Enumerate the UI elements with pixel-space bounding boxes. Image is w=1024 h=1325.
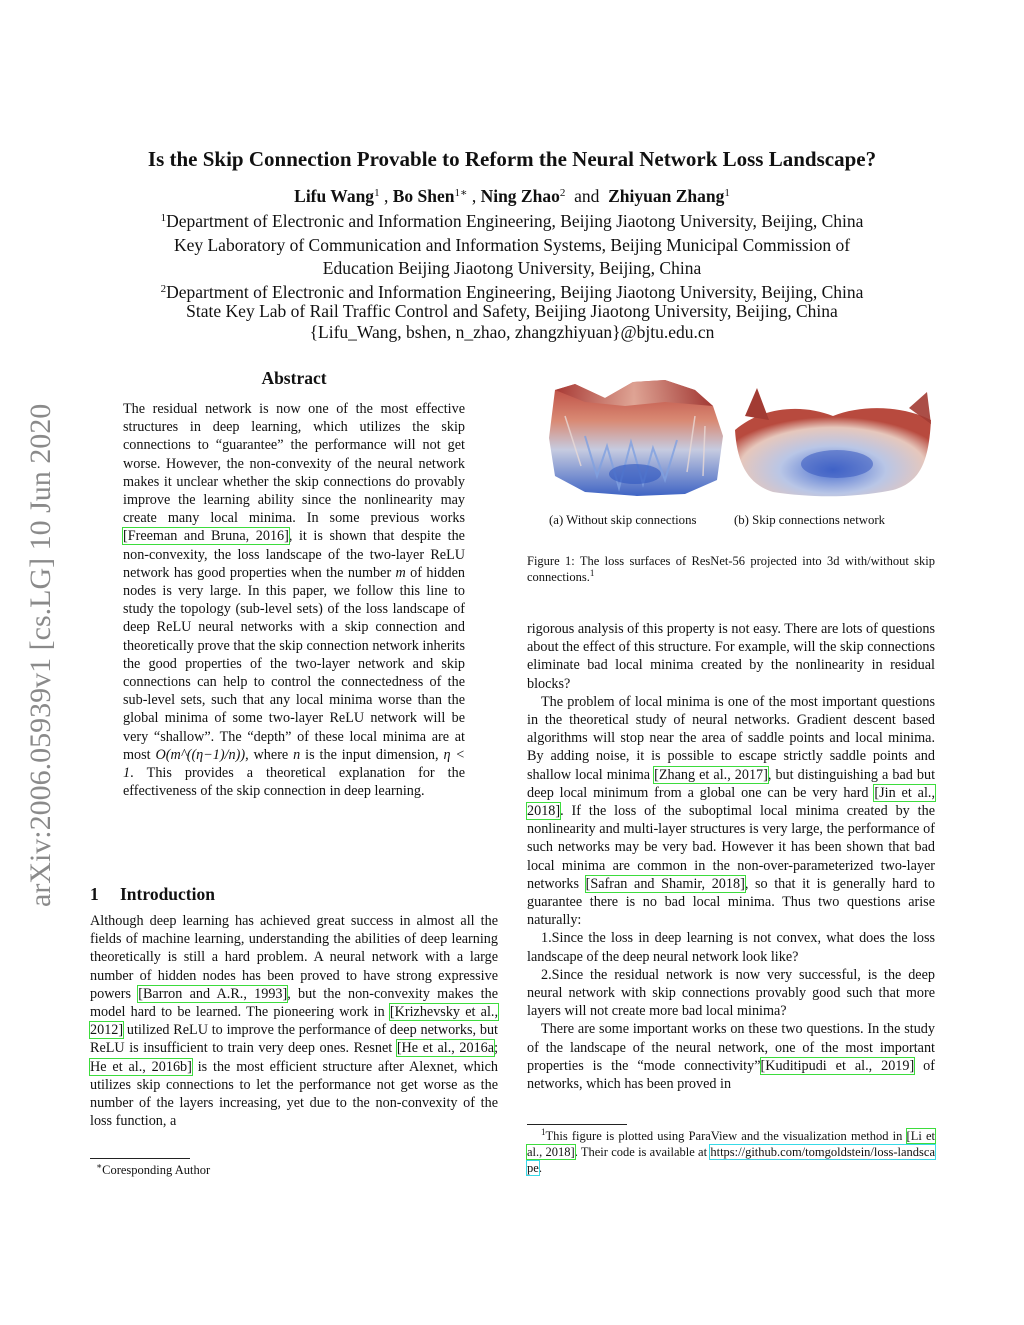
math-formula: O(m^((η−1)/n)) bbox=[155, 746, 246, 763]
surface-peak-left bbox=[745, 388, 769, 420]
subcaption-a: (a) Without skip connections bbox=[549, 513, 697, 527]
footnote-right bbox=[527, 1128, 935, 1176]
citation-link[interactable]: [Li et al., 2018] bbox=[527, 1129, 935, 1159]
affiliation-1-line-1 bbox=[70, 210, 954, 233]
right-column-body bbox=[527, 620, 935, 1093]
surface-minimum bbox=[801, 450, 873, 478]
affiliation-2-line-2: State Key Lab of Rail Traffic Control and Safety, Beijing Jiaotong University, Beijing, China bbox=[186, 301, 838, 321]
citation-link[interactable]: [Kuditipudi et al., 2019] bbox=[760, 1057, 915, 1074]
author-and: and bbox=[574, 186, 600, 206]
section-number: 1 bbox=[90, 884, 99, 904]
affiliation-text: Department of Electronic and Information Engineering, Beijing Jiaotong University, Beijing, China bbox=[166, 282, 864, 302]
arxiv-stamp: arXiv:2006.05939v1 [cs.LG] 10 Jun 2020 bbox=[24, 403, 57, 907]
author-emails: {Lifu_Wang, bshen, n_zhao, zhangzhiyuan}@bjtu.edu.cn bbox=[309, 322, 715, 342]
abstract-heading: Abstract bbox=[261, 368, 327, 388]
paragraph: 2.Since the residual network is now very successful, is the deep neural network with skip connections provably good such that more layers will not create more bad local minima? bbox=[527, 966, 935, 1020]
author-name: Ning Zhao bbox=[480, 186, 560, 206]
math-var: n bbox=[293, 746, 301, 763]
paragraph bbox=[527, 693, 935, 930]
citation-link[interactable]: [Freeman and Bruna, 2016] bbox=[123, 528, 289, 545]
citation-link[interactable]: [Zhang et al., 2017] bbox=[654, 766, 768, 783]
citation-link[interactable]: [Safran and Shamir, 2018] bbox=[585, 875, 745, 892]
citation-link[interactable]: [Barron and A.R., 1993] bbox=[138, 985, 288, 1002]
figure-1a-surface bbox=[545, 376, 727, 498]
section-title: Introduction bbox=[120, 884, 215, 904]
loss-surface-skip bbox=[733, 386, 933, 498]
abstract-text: , where bbox=[245, 746, 294, 763]
paragraph bbox=[527, 1020, 935, 1093]
footnote-rule bbox=[90, 1158, 190, 1159]
section-heading bbox=[90, 884, 490, 905]
intro-body bbox=[90, 912, 498, 1130]
author-name: Bo Shen bbox=[392, 186, 455, 206]
figure-1b-surface bbox=[733, 386, 933, 498]
url-link[interactable]: https://github.com/tomgoldstein/loss-landscape bbox=[527, 1145, 935, 1175]
footnote-text: . bbox=[538, 1161, 542, 1175]
affiliation-1-line-2: Key Laboratory of Communication and Information Systems, Beijing Municipal Commission of bbox=[173, 235, 851, 255]
citation-link[interactable]: [Krizhevsky et al., 2012] bbox=[90, 1004, 498, 1039]
paper-title: Is the Skip Connection Provable to Reform the Neural Network Loss Landscape? bbox=[147, 147, 877, 171]
intro-text: is the most efficient structure after Alexnet, which utilizes skip connections to let the performance not get worse as the number of the layers increasing, yet due to the non-convexity of the loss function, a bbox=[90, 1058, 499, 1130]
abstract-body bbox=[123, 400, 465, 800]
abstract-text: is the input dimension, bbox=[300, 746, 444, 763]
author-name: Lifu Wang bbox=[294, 186, 375, 206]
author-separator: , bbox=[383, 186, 389, 206]
figure-caption bbox=[527, 553, 935, 585]
abstract-text: The residual network is now one of the most effective structures in deep learning, which utilizes the skip connections to “guarantee” the performance will not get worse. However, the non-convexity of the neural network makes it unclear whether the skip connections do provably improve the learning ability since the nonlinearity may create many local minima. In some previous works bbox=[123, 401, 465, 527]
affiliation-text: Department of Electronic and Information Engineering, Beijing Jiaotong University, Beijing, China bbox=[166, 211, 864, 231]
author-sup: 1 bbox=[374, 187, 380, 199]
figure-caption-text: Figure 1: The loss surfaces of ResNet-56 projected into 3d with/without skip connections. bbox=[527, 554, 935, 584]
intro-text: Although deep learning has achieved great success in almost all the fields of machine learning, understanding the abilities of deep learning theoretically is still a hard problem. A neural network with a large number of hidden nodes has been proved to have strong expressive powers bbox=[90, 913, 498, 1002]
paragraph-text: There are some important works on these two questions. In the study of the landscape of the neural network, one of the most important properties is the “mode connectivity” bbox=[527, 1021, 935, 1074]
author-sup: 2 bbox=[559, 187, 566, 199]
author-separator: , bbox=[471, 186, 477, 206]
loss-surface-no-skip bbox=[545, 376, 727, 498]
citation-link[interactable]: He et al., 2016b] bbox=[90, 1058, 192, 1075]
affiliation-sup: 1 bbox=[160, 212, 167, 224]
paragraph-text: The problem of local minima is one of the most important questions in the theoretical study of neural networks. Gradient descent based algorithms will stop near the area of saddle points and local minima. By adding noise, it is possible to escape strictly saddle points and shallow local minima bbox=[527, 693, 935, 783]
surface-minimum bbox=[609, 464, 661, 484]
affiliation-sup: 2 bbox=[160, 283, 167, 295]
citation-separator: ; bbox=[494, 1040, 499, 1057]
footnote-mark: ∗ bbox=[96, 1161, 103, 1171]
abstract-text: . This provides a theoretical explanation for the effectiveness of the skip connection in deep learning. bbox=[123, 765, 465, 800]
footnote-mark: 1 bbox=[541, 1127, 546, 1137]
author-list bbox=[60, 185, 964, 207]
footnote-rule bbox=[527, 1124, 627, 1125]
math-formula: η < 1 bbox=[123, 746, 465, 782]
intro-text: , but the non-convexity makes the model hard to be learned. The pioneering work in bbox=[90, 985, 499, 1021]
paragraph-text: , but distinguishing a bad but deep local minimum from a global one can be very hard bbox=[527, 766, 936, 801]
citation-link[interactable]: [He et al., 2016a bbox=[396, 1040, 495, 1057]
abstract-text: of hidden nodes is very large. In this paper, we follow this line to study the topology (sub-level sets) of the loss landscape of deep ReLU neural networks with a skip connection and theoretically prove that the skip connection network inherits the good properties of the two-layer network and skip connections can help to control the connectedness of the sub-level sets, such that any local minima worse than the global minima of some two-layer ReLU network will be very “shallow”. The “depth” of these local minima are at most bbox=[123, 564, 465, 763]
abstract-text: , it is shown that despite the non-convexity, the loss landscape of the two-layer ReLU network has good properties when the number bbox=[123, 528, 465, 581]
paragraph: 1.Since the loss in deep learning is not convex, what does the loss landscape of the deep neural network look like? bbox=[527, 930, 935, 965]
author-sup: 1∗ bbox=[454, 187, 468, 199]
paragraph-text: . If the loss of the suboptimal local minima created by the nonlinearity and multi-layer structures is very large, the performance of such networks may be very bad. However it has been shown that bad local minima are common in the non-over-parameterized two-layer networks bbox=[527, 803, 935, 892]
paragraph: rigorous analysis of this property is not easy. There are lots of questions about the effect of this structure. For example, will the skip connections eliminate bad local minima created by the nonlinearity in residual blocks? bbox=[527, 621, 935, 692]
paragraph-text: of networks, which has been proved in bbox=[527, 1057, 935, 1093]
footnote-text: . Their code is available at bbox=[574, 1145, 711, 1159]
footnote-left bbox=[96, 1162, 476, 1178]
affiliation-1-line-3: Education Beijing Jiaotong University, Beijing, China bbox=[322, 258, 702, 278]
footnote-text: Coresponding Author bbox=[102, 1163, 211, 1177]
author-name: Zhiyuan Zhang bbox=[608, 186, 725, 206]
intro-text: utilized ReLU to improve the performance of deep networks, but ReLU is insufficient to train very deep ones. Resnet bbox=[90, 1022, 498, 1057]
footnote-text: This figure is plotted using ParaView and the visualization method in bbox=[545, 1129, 907, 1143]
subcaption-b: (b) Skip connections network bbox=[734, 513, 886, 527]
math-var: m bbox=[395, 564, 406, 581]
citation-link[interactable]: [Jin et al., 2018] bbox=[527, 784, 935, 820]
paragraph-text: , so that it is generally hard to guarantee there is no bad local minima. Thus two questions arise naturally: bbox=[527, 875, 935, 929]
author-sup: 1 bbox=[724, 187, 730, 199]
footnote-mark: 1 bbox=[589, 568, 595, 578]
